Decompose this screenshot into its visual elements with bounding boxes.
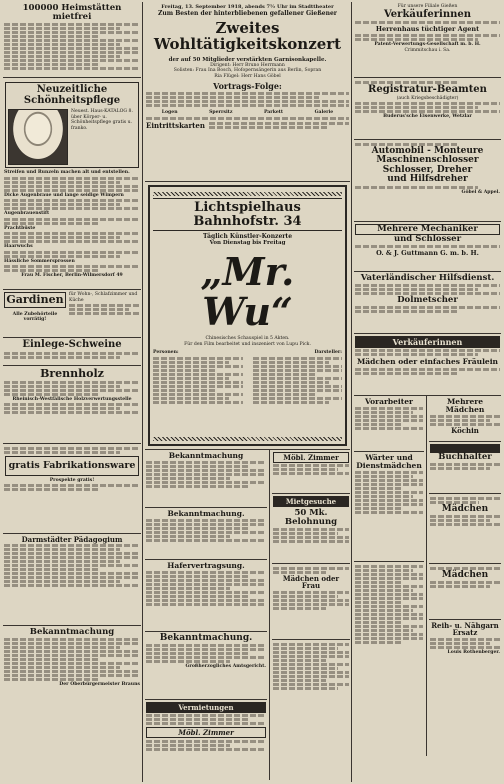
notice-hafer bbox=[145, 560, 267, 632]
ad-subline: Dolmetscher bbox=[397, 294, 458, 305]
ad-firm: Göbel & Appel. bbox=[461, 189, 500, 195]
ad-heading: 100000 Heimstätten mietfrei bbox=[22, 3, 122, 23]
ad-line: Prachtbüste bbox=[4, 225, 36, 231]
section-heading: Mietgesuche bbox=[273, 496, 349, 507]
ad-address: Patent-Verwertungs-Gesellschaft m. b. H. bbox=[374, 42, 481, 47]
ad-hilfsdienst bbox=[354, 272, 501, 334]
ad-einlege-schweine bbox=[3, 338, 141, 366]
film-title: „Mr. Wu“ bbox=[200, 249, 295, 335]
ad-subline: Mädchen oder einfaches Fräulein bbox=[356, 357, 498, 366]
ad-heading: Darmstädter Pädagogium bbox=[21, 535, 123, 544]
ad-heading: Mehrere Mechaniker bbox=[355, 224, 500, 235]
ad-heading-2: und Schlosser bbox=[393, 233, 462, 244]
ornament bbox=[153, 437, 342, 441]
price-row bbox=[146, 110, 349, 116]
ad-heading: Mehrere Mädchen bbox=[445, 397, 485, 414]
concert-dirigent: Dirigent: Herr Bruno Herrmann bbox=[210, 62, 285, 68]
ad-address: Frau M. Fischer, Berlin-Wilmersdorf 49 bbox=[21, 273, 123, 278]
notice-signature: Großherzogliches Amtsgericht. bbox=[185, 664, 266, 670]
concert-title: Zweites Wohltätigkeitskonzert bbox=[153, 19, 342, 53]
ad-line: Hässliche Sommersprossen bbox=[4, 258, 75, 264]
ad-heading-4: und Hilfsdreher bbox=[387, 174, 468, 185]
ad-automobil-monteure bbox=[354, 140, 501, 222]
ad-heading: Einlege-Schweine bbox=[22, 339, 122, 350]
ad-firm: Louis Rothenberger. bbox=[447, 649, 500, 655]
ad-firm: Buderus'sche Eisenwerke, Wetzlar bbox=[383, 114, 472, 119]
ad-line: Augenbrauenstift bbox=[4, 211, 50, 216]
ad-heading: Gardinen bbox=[4, 292, 66, 308]
notice-heading: Bekanntmachung. bbox=[167, 509, 245, 518]
ad-heading: Buchhalter bbox=[438, 452, 492, 462]
column-right bbox=[354, 2, 501, 782]
column-rule bbox=[142, 2, 143, 782]
ad-maedchen bbox=[429, 396, 501, 442]
ad-subline: Herrenhaus tüchtiger Agent bbox=[375, 25, 480, 33]
ad-heading: Möbl. Zimmer bbox=[273, 452, 349, 463]
price-label: Sperrsitz bbox=[209, 110, 233, 115]
portrait-illustration bbox=[8, 109, 68, 165]
notice-bekanntmachung bbox=[145, 450, 267, 508]
ad-maedchen-frau bbox=[272, 564, 350, 640]
ad-mechaniker bbox=[354, 222, 501, 272]
ad-verkaeuferinnen bbox=[354, 334, 501, 396]
concert-purpose: Zum Besten der hinterbliebenen gefallener Gießener bbox=[158, 10, 337, 17]
price-label: Galerie bbox=[314, 110, 334, 115]
notice-bekanntmachung bbox=[3, 626, 141, 776]
concert-soloists: Solisten: Frau Ina Bosch, Hofopernsängerin aus Berlin, Sopran bbox=[173, 68, 322, 73]
program-heading: Vortrags-Folge: bbox=[213, 81, 282, 91]
cast-heading: Personen: bbox=[153, 350, 179, 356]
concert-subtitle: der auf 50 Mitglieder verstärkten Garnisonkapelle. bbox=[168, 56, 327, 63]
ad-heading: Neuzeitliche Schönheitspflege bbox=[23, 84, 121, 106]
ad-heading: Verkäuferinnen bbox=[383, 8, 472, 20]
ad-heading: Mädchen bbox=[441, 570, 489, 580]
ad-subline: Prospekte gratis! bbox=[49, 477, 95, 483]
ad-lichtspielhaus bbox=[145, 182, 350, 450]
ad-list bbox=[354, 562, 424, 752]
ad-heading: 50 Mk. Belohnung bbox=[284, 508, 338, 527]
entry-label: Eintrittskarten bbox=[146, 120, 205, 130]
film-description-2: Für den Film bearbeitet und inszeniert von Lupu Pick. bbox=[184, 341, 311, 347]
notice-bekanntmachung-3 bbox=[145, 632, 267, 700]
ad-brennholz bbox=[3, 366, 141, 444]
ad-heading: Mädchen oder Frau bbox=[282, 574, 340, 591]
notice-bekanntmachung-2 bbox=[145, 508, 267, 560]
ornament bbox=[153, 192, 342, 196]
ad-fabrikationsware bbox=[3, 444, 141, 534]
cinema-days: Von Dienstag bis Freitag bbox=[209, 240, 286, 247]
ad-side-text: für Wohn-, Schlafzimmer und Küche bbox=[69, 292, 138, 303]
ad-wohltaetigkeitskonzert bbox=[145, 2, 350, 182]
cinema-title: Lichtspielhaus Bahnhofstr. 34 bbox=[153, 198, 342, 231]
section-heading: Vermietungen bbox=[146, 702, 266, 713]
ad-heading: Verkäuferinnen bbox=[355, 336, 500, 348]
ad-city: Crimmitschau i. Sa. bbox=[404, 47, 451, 53]
ad-schoenheitspflege bbox=[3, 78, 141, 290]
cast-actors-heading: Darsteller: bbox=[314, 350, 342, 356]
ad-heading: gratis Fabrikationsware bbox=[8, 460, 136, 471]
ad-heading: Reih- u. Nähgarn Ersatz bbox=[431, 621, 499, 638]
ad-side-text: Neuest. Haus-KATALOG 8. über Körper- u. Schönheitspflege gratis u. franko. bbox=[71, 109, 133, 131]
column-center bbox=[145, 2, 350, 782]
ad-heading: Wärter und Dienstmädchen bbox=[356, 453, 422, 470]
column-left bbox=[3, 2, 141, 782]
ad-subline: Rheinisch-Westfälische Holzverwertungsstelle bbox=[12, 396, 132, 402]
ad-maedchen-3 bbox=[429, 564, 501, 620]
ad-heading: Brennholz bbox=[40, 367, 104, 380]
column-rule bbox=[351, 2, 352, 782]
ad-vorarbeiter bbox=[354, 396, 424, 452]
ad-paedagogium bbox=[3, 534, 141, 626]
ad-heading: Vaterländischer Hilfsdienst. bbox=[360, 273, 495, 283]
ad-heading-3: Schlosser, Dreher bbox=[382, 164, 473, 175]
ad-heading: Mädchen bbox=[441, 504, 489, 514]
ad-kicker: Für unsere Filiale Gießen bbox=[397, 4, 458, 9]
ad-naehgarn bbox=[429, 620, 501, 692]
ad-heading: Vorarbeiter bbox=[365, 397, 413, 406]
notice-heading: Hafervertragsung. bbox=[167, 561, 245, 570]
ad-mietgesuche bbox=[272, 494, 350, 564]
concert-date: Freitag, 13. September 1918, abends 7½ Uhr im Stadttheater bbox=[161, 4, 334, 10]
ad-buchhalter bbox=[429, 442, 501, 494]
price-label: Logen bbox=[161, 110, 178, 115]
ad-registratur bbox=[354, 78, 501, 140]
ad-maedchen-2 bbox=[429, 494, 501, 564]
notice-heading: Bekanntmachung bbox=[168, 451, 244, 460]
ad-heading-2: Maschinenschlosser bbox=[376, 155, 479, 166]
cinema-subtitle: Täglich Künstler-Konzerte bbox=[202, 233, 293, 241]
ad-moebl-zimmer bbox=[272, 450, 350, 494]
ad-gardinen bbox=[3, 290, 141, 338]
ad-line: Streifen und Runzeln machen alt und entstellen. bbox=[4, 170, 130, 175]
ad-vermietungen bbox=[145, 700, 267, 780]
ad-heading: Möbl. Zimmer bbox=[146, 727, 266, 738]
ad-line: Haarwuchs bbox=[4, 244, 33, 249]
ad-subline: Köchin bbox=[451, 425, 479, 435]
price-label: Parkett bbox=[263, 110, 284, 115]
ad-firm: O. & J. Guttmann G. m. b. H. bbox=[376, 248, 479, 257]
notice-signature: Der Oberbürgermeister Brauns bbox=[59, 681, 140, 687]
concert-soloists-2: Ria Flügel: Herr Hans Göbel bbox=[214, 73, 281, 79]
ad-line: Dicke Augenbraue und lange seidige Wimpern bbox=[4, 192, 124, 198]
ad-heading: Registratur-Beamten bbox=[368, 84, 487, 95]
ad-heading: Automobil - Monteure bbox=[371, 146, 484, 156]
film-description: Chinesisches Schauspiel in 5 Akten. bbox=[205, 336, 290, 342]
ad-subline: Alle Zubehörteile vorrätig! bbox=[12, 311, 58, 323]
ad-heimstaetten bbox=[3, 2, 141, 78]
notice-heading: Bekanntmachung bbox=[29, 627, 115, 637]
ad-verkaeuferinnen-top bbox=[354, 2, 501, 78]
ad-waerter bbox=[354, 452, 424, 562]
ad-misc bbox=[272, 640, 350, 760]
notice-heading: Bekanntmachung. bbox=[159, 633, 253, 643]
ad-subline: (auch Kriegsbeschädigter) bbox=[396, 95, 459, 101]
